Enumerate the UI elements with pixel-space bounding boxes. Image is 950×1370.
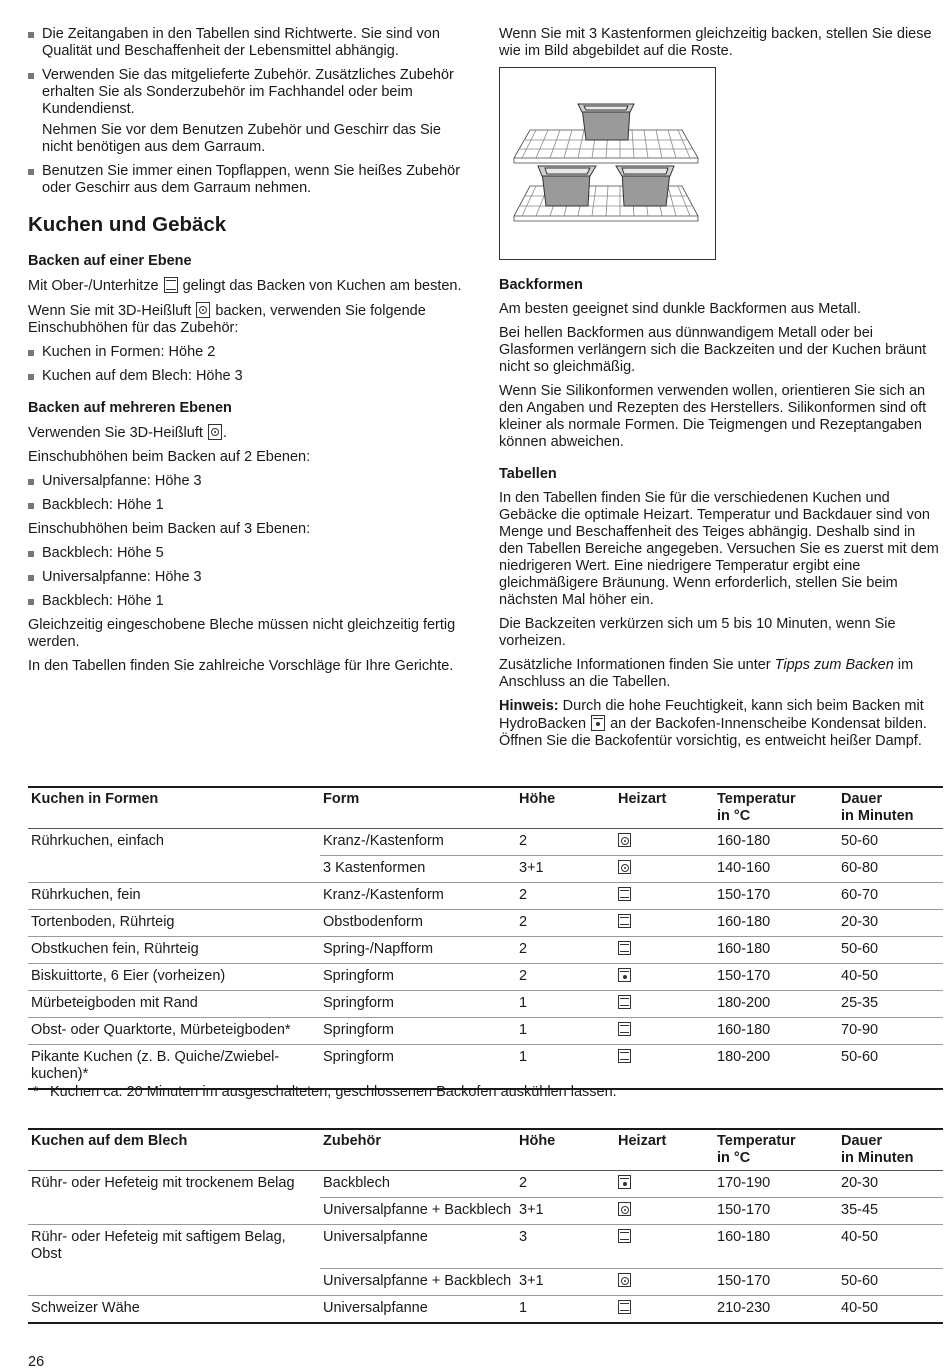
intro-bullet-2	[28, 67, 468, 156]
one-level-heading: Backen auf einer Ebene	[28, 253, 192, 269]
table-row	[28, 991, 943, 1018]
form-cell: Kranz-/Kastenform	[320, 829, 516, 856]
tips-reference: Tipps zum Backen	[774, 657, 894, 673]
temperature-cell: 180-200	[714, 991, 838, 1018]
hydro-bake-icon	[618, 968, 631, 982]
level-cell: 3+1	[516, 1198, 615, 1225]
duration-cell: 60-70	[838, 883, 943, 910]
fan-icon	[196, 302, 210, 318]
heating-mode-cell	[615, 1171, 714, 1198]
table-row	[28, 1295, 943, 1323]
form-cell: Kranz-/Kastenform	[320, 883, 516, 910]
temperature-cell: 180-200	[714, 1045, 838, 1090]
tabellen-paragraph-3: Zusätzliche Informationen finden Sie unter Tipps zum Backen im Anschluss an die Tabellen.	[499, 657, 914, 690]
heating-mode-cell	[615, 937, 714, 964]
temperature-cell: 160-180	[714, 910, 838, 937]
cake-name-cell: Obstkuchen fein, Rührteig	[28, 937, 320, 964]
tables-suggestion-paragraph: In den Tabellen finden Sie zahlreiche Vorschläge für Ihre Gerichte.	[28, 658, 454, 674]
one-level-bullet-2: Kuchen auf dem Blech: Höhe 3	[28, 368, 468, 385]
temperature-cell: 150-170	[714, 1268, 838, 1295]
temperature-cell: 160-180	[714, 1225, 838, 1269]
temperature-cell: 150-170	[714, 964, 838, 991]
hydro-bake-icon	[591, 715, 605, 731]
cake-name-cell: Mürbeteigboden mit Rand	[28, 991, 320, 1018]
form-cell: Universalpfanne + Backblech	[320, 1268, 516, 1295]
cake-name-cell: Tortenboden, Rührteig	[28, 910, 320, 937]
heating-mode-cell	[615, 910, 714, 937]
level-cell: 2	[516, 910, 615, 937]
table-row	[28, 1268, 943, 1295]
three-levels-bullet-1: Backblech: Höhe 5	[28, 545, 468, 562]
heating-mode-cell	[615, 1018, 714, 1045]
two-levels-bullet-2: Backblech: Höhe 1	[28, 497, 468, 514]
three-levels-bullet-2: Universalpfanne: Höhe 3	[28, 569, 468, 586]
loaf-tins-on-racks-illustration	[499, 67, 716, 260]
column-header: Temperatur in °C	[714, 787, 838, 829]
column-header: Form	[320, 787, 516, 829]
table-row	[28, 883, 943, 910]
cake-name-cell: Schweizer Wähe	[28, 1295, 320, 1323]
level-cell: 1	[516, 1018, 615, 1045]
duration-cell: 50-60	[838, 829, 943, 856]
fan-icon	[618, 1202, 631, 1216]
cake-name-cell: Rühr- oder Hefeteig mit trockenem Belag	[31, 1175, 295, 1191]
top-bottom-heat-icon	[618, 995, 631, 1009]
heating-mode-cell	[615, 1198, 714, 1225]
duration-cell: 40-50	[838, 1225, 943, 1269]
cake-name-cell	[28, 1268, 320, 1295]
form-cell: Springform	[320, 1018, 516, 1045]
temperature-cell: 160-180	[714, 829, 838, 856]
form-cell: Universalpfanne + Backblech	[320, 1198, 516, 1225]
backformen-paragraph-1: Am besten geeignet sind dunkle Backformen aus Metall.	[499, 301, 861, 317]
heating-mode-cell	[615, 1268, 714, 1295]
top-bottom-heat-icon	[618, 1049, 631, 1063]
cake-name-cell: Biskuittorte, 6 Eier (vorheizen)	[28, 964, 320, 991]
temperature-cell: 150-170	[714, 883, 838, 910]
top-bottom-heat-icon	[618, 1300, 631, 1314]
table-row	[28, 1198, 943, 1225]
level-cell: 3+1	[516, 856, 615, 883]
cake-name-cell: Pikante Kuchen (z. B. Quiche/Zwiebelkuchen)*	[28, 1045, 320, 1090]
duration-cell: 40-50	[838, 964, 943, 991]
top-bottom-heat-icon	[618, 1022, 631, 1036]
multi-level-paragraph-1: Verwenden Sie 3D-Heißluft .	[28, 425, 227, 441]
tabellen-paragraph-1: In den Tabellen finden Sie für die verschiedenen Kuchen und Gebäcke die optimale Heizart. Temperatur und Backdauer sind von Menge und Beschaffenheit des Teiges abhängig. Deshalb sind in den Tabellen Bereiche angegeben. Versuchen Sie es zuerst mit dem niedrigeren Wert. Eine niedrigere Temperatur ergibt eine gleichmäßigere Bräunung. Wenn erforderlich, stellen Sie beim nächsten Mal höher ein.	[499, 490, 939, 608]
column-header: Höhe	[516, 787, 615, 829]
level-cell: 2	[516, 937, 615, 964]
tabellen-paragraph-2: Die Backzeiten verkürzen sich um 5 bis 10 Minuten, wenn Sie vorheizen.	[499, 616, 896, 649]
fan-icon	[208, 424, 222, 440]
form-cell: Obstbodenform	[320, 910, 516, 937]
column-header: Höhe	[516, 1129, 615, 1171]
cake-name-cell: Rührkuchen, einfach	[31, 833, 164, 849]
intro-bullet-2-subtext: Nehmen Sie vor dem Benutzen Zubehör und Geschirr das Sie nicht benötigen aus dem Garraum.	[42, 122, 441, 155]
heating-mode-cell	[615, 829, 714, 856]
intro-bullet-1-text: Die Zeitangaben in den Tabellen sind Richtwerte. Sie sind von Qualität und Beschaffenheit der Lebensmittel abhängig.	[42, 26, 440, 59]
simultaneous-paragraph: Gleichzeitig eingeschobene Bleche müssen nicht gleichzeitig fertig werden.	[28, 617, 456, 650]
heating-mode-cell	[615, 964, 714, 991]
form-cell: 3 Kastenformen	[320, 856, 516, 883]
intro-bullet-3	[28, 163, 468, 197]
duration-cell: 20-30	[838, 1171, 943, 1198]
form-cell: Springform	[320, 964, 516, 991]
two-levels-intro: Einschubhöhen beim Backen auf 2 Ebenen:	[28, 449, 311, 465]
section-title: Kuchen und Gebäck	[28, 213, 227, 236]
column-header: Dauer in Minuten	[838, 787, 943, 829]
column-header: Heizart	[615, 1129, 714, 1171]
column-header: Temperatur in °C	[714, 1129, 838, 1171]
cake-name-cell: Rührkuchen, fein	[28, 883, 320, 910]
left-column	[28, 26, 468, 682]
heating-mode-cell	[615, 991, 714, 1018]
top-bottom-heat-icon	[618, 887, 631, 901]
page-number: 26	[28, 1354, 45, 1370]
table-row	[28, 856, 943, 883]
level-cell: 2	[516, 1171, 615, 1198]
table-row	[28, 1225, 943, 1269]
heating-mode-cell	[615, 856, 714, 883]
cake-name-cell: Rühr- oder Hefeteig mit saftigem Belag, Obst	[31, 1229, 286, 1262]
column-header: Kuchen auf dem Blech	[28, 1129, 320, 1171]
hinweis-note: Hinweis: Durch die hohe Feuchtigkeit, kann sich beim Backen mit HydroBacken an der Backofen-Innenscheibe Kondensat bilden. Öffnen Sie die Backofentür vorsichtig, es entweicht heißer Dampf.	[499, 698, 927, 749]
temperature-cell: 210-230	[714, 1295, 838, 1323]
duration-cell: 35-45	[838, 1198, 943, 1225]
table-row	[28, 1045, 943, 1090]
duration-cell: 60-80	[838, 856, 943, 883]
form-cell: Springform	[320, 1045, 516, 1090]
table-row	[28, 1018, 943, 1045]
table-row	[28, 829, 943, 856]
table-row	[28, 910, 943, 937]
fan-icon	[618, 860, 631, 874]
form-cell: Backblech	[320, 1171, 516, 1198]
oven-racks-illustration	[500, 68, 715, 259]
temperature-cell: 160-180	[714, 1018, 838, 1045]
top-bottom-heat-icon	[618, 914, 631, 928]
top-bottom-heat-icon	[164, 277, 178, 293]
duration-cell: 50-60	[838, 1268, 943, 1295]
form-cell: Universalpfanne	[320, 1295, 516, 1323]
top-bottom-heat-icon	[618, 941, 631, 955]
backformen-paragraph-2: Bei hellen Backformen aus dünnwandigem Metall oder bei Glasformen verlängern sich die Backzeiten und der Kuchen bräunt nicht so gleichmäßig.	[499, 325, 927, 375]
right-column	[499, 26, 943, 757]
cake-name-cell	[28, 856, 320, 883]
table-footnote: * Kuchen ca. 20 Minuten im ausgeschalteten, geschlossenen Backofen auskühlen lassen.	[33, 1084, 617, 1100]
level-cell: 2	[516, 883, 615, 910]
one-level-paragraph-1: Mit Ober-/Unterhitze gelingt das Backen von Kuchen am besten.	[28, 278, 462, 294]
fan-icon	[618, 833, 631, 847]
duration-cell: 20-30	[838, 910, 943, 937]
table-header-row	[28, 1129, 943, 1171]
three-levels-intro: Einschubhöhen beim Backen auf 3 Ebenen:	[28, 521, 311, 537]
cake-name-cell: Obst- oder Quarktorte, Mürbeteigboden*	[28, 1018, 320, 1045]
level-cell: 2	[516, 829, 615, 856]
heating-mode-cell	[615, 883, 714, 910]
intro-bullet-1	[28, 26, 468, 60]
form-cell: Spring-/Napfform	[320, 937, 516, 964]
cake-name-cell	[28, 1198, 320, 1225]
table-header-row	[28, 787, 943, 829]
column-header: Kuchen in Formen	[28, 787, 320, 829]
table-row	[28, 1171, 943, 1198]
hydro-bake-icon	[618, 1175, 631, 1189]
column-header: Dauer in Minuten	[838, 1129, 943, 1171]
hinweis-label: Hinweis:	[499, 698, 559, 714]
column-header: Heizart	[615, 787, 714, 829]
table-row	[28, 964, 943, 991]
temperature-cell: 160-180	[714, 937, 838, 964]
level-cell: 1	[516, 1045, 615, 1090]
level-cell: 2	[516, 964, 615, 991]
duration-cell: 25-35	[838, 991, 943, 1018]
duration-cell: 70-90	[838, 1018, 943, 1045]
three-levels-bullet-3: Backblech: Höhe 1	[28, 593, 468, 610]
fan-icon	[618, 1273, 631, 1287]
temperature-cell: 150-170	[714, 1198, 838, 1225]
level-cell: 1	[516, 991, 615, 1018]
form-cell: Universalpfanne	[320, 1225, 516, 1269]
one-level-paragraph-2: Wenn Sie mit 3D-Heißluft backen, verwenden Sie folgende Einschubhöhen für das Zubehör:	[28, 303, 426, 336]
table-row	[28, 937, 943, 964]
column-header: Zubehör	[320, 1129, 516, 1171]
duration-cell: 50-60	[838, 1045, 943, 1090]
heating-mode-cell	[615, 1045, 714, 1090]
sheet-cakes-table	[28, 1128, 943, 1324]
duration-cell: 40-50	[838, 1295, 943, 1323]
multi-level-heading: Backen auf mehreren Ebenen	[28, 400, 232, 416]
duration-cell: 50-60	[838, 937, 943, 964]
one-level-bullet-1: Kuchen in Formen: Höhe 2	[28, 344, 468, 361]
heating-mode-cell	[615, 1225, 714, 1269]
tabellen-heading: Tabellen	[499, 466, 557, 482]
heating-mode-cell	[615, 1295, 714, 1323]
cakes-in-tins-table	[28, 786, 943, 1090]
level-cell: 1	[516, 1295, 615, 1323]
level-cell: 3+1	[516, 1268, 615, 1295]
backformen-paragraph-3: Wenn Sie Silikonformen verwenden wollen, orientieren Sie sich an den Angaben und Rezepten des Herstellers. Silikonformen sind oft kleiner als normale Formen. Die Teigmengen und Rezeptangaben können abweichen.	[499, 383, 927, 450]
backformen-heading: Backformen	[499, 277, 583, 293]
level-cell: 3	[516, 1225, 615, 1269]
two-levels-bullet-1: Universalpfanne: Höhe 3	[28, 473, 468, 490]
form-cell: Springform	[320, 991, 516, 1018]
intro-bullet-2-text: Verwenden Sie das mitgelieferte Zubehör. Zusätzliches Zubehör erhalten Sie als Sonderzubehör im Fachhandel oder beim Kundendienst.	[42, 67, 454, 117]
temperature-cell: 140-160	[714, 856, 838, 883]
intro-bullet-3-text: Benutzen Sie immer einen Topflappen, wenn Sie heißes Zubehör oder Geschirr aus dem Garraum nehmen.	[42, 163, 461, 196]
three-tins-intro: Wenn Sie mit 3 Kastenformen gleichzeitig backen, stellen Sie diese wie im Bild abgebildet auf die Roste.	[499, 26, 932, 59]
top-bottom-heat-icon	[618, 1229, 631, 1243]
temperature-cell: 170-190	[714, 1171, 838, 1198]
